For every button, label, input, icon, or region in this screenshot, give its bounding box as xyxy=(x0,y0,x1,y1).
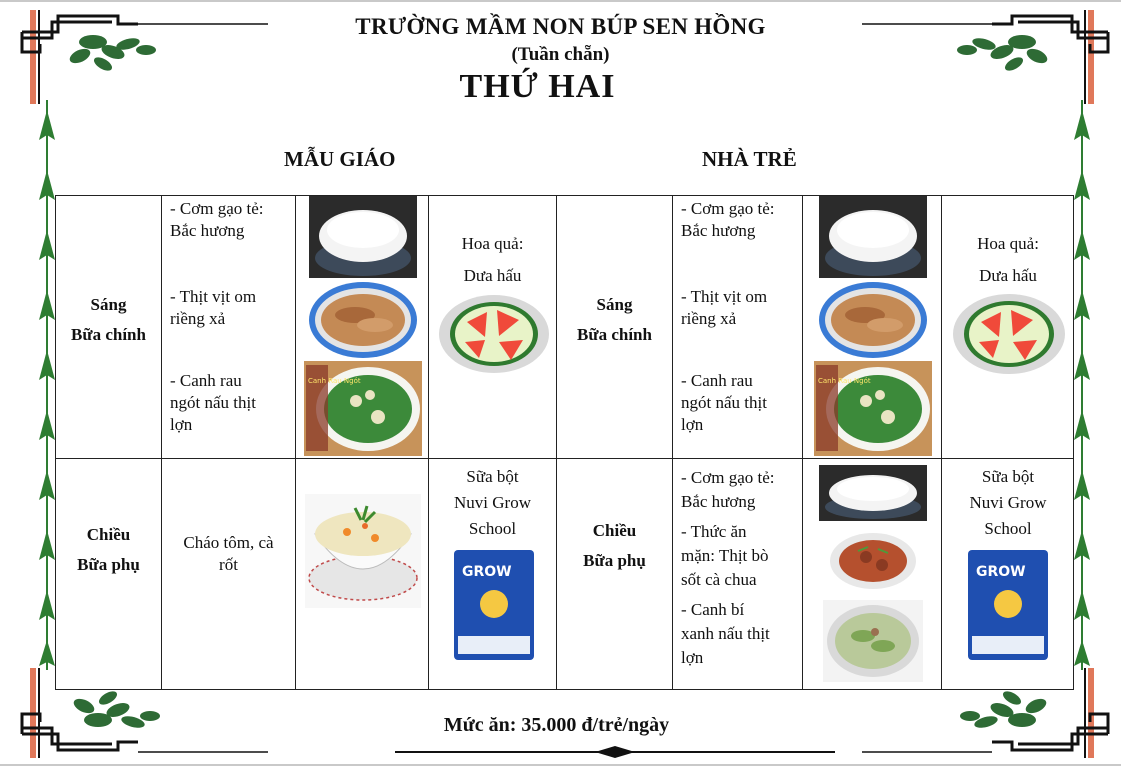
gourd-soup-image xyxy=(823,600,923,682)
top-border xyxy=(0,0,1121,2)
fruit-label: Hoa quả: xyxy=(461,234,524,253)
meal-time: Chiều xyxy=(592,521,637,540)
vegetable-soup-image xyxy=(814,361,932,456)
dish-text: - Thịt vịt om xyxy=(681,287,768,306)
dish-text: - Canh rau xyxy=(681,371,753,390)
dish-text: - Thịt vịt om xyxy=(170,287,257,306)
milk-cell-nt xyxy=(942,464,1074,542)
footer-divider xyxy=(395,746,835,758)
dish-list-morning-nt xyxy=(681,198,801,436)
milk-brand-text: GROW xyxy=(976,564,1026,580)
milk-package-image xyxy=(450,546,538,664)
fruit-cell-mg xyxy=(429,228,556,292)
meal-label-afternoon-nt xyxy=(557,516,672,576)
meal-cost-footer: Mức ăn: 35.000 đ/trẻ/ngày xyxy=(443,714,670,736)
fruit-name: Dưa hấu xyxy=(463,266,522,285)
milk-name: School xyxy=(984,519,1032,538)
watermelon-image xyxy=(437,292,551,374)
dish-text: riềng xả xyxy=(170,309,226,328)
dish-text: - Cơm gạo tẻ: xyxy=(681,468,775,487)
milk-name: Nuvi Grow xyxy=(969,493,1047,512)
meal-type: Bữa phụ xyxy=(77,555,140,574)
duck-dish-image xyxy=(307,279,419,361)
rice-bowl-image xyxy=(309,196,417,278)
table-divider xyxy=(556,195,557,690)
meal-time: Sáng xyxy=(90,295,127,314)
table-divider xyxy=(161,195,162,690)
duck-dish-image xyxy=(817,279,929,361)
dish-text: ngót nấu thịt xyxy=(170,393,256,412)
dish-text: - Canh rau xyxy=(170,371,242,390)
soup-label-text: Canh Rau Ngót xyxy=(308,377,361,385)
milk-name: Nuvi Grow xyxy=(454,493,531,512)
dish-text: - Cơm gạo tẻ: xyxy=(681,199,775,218)
table-divider xyxy=(295,195,296,690)
column-header-mau-giao: MẪU GIÁO xyxy=(284,147,396,171)
column-header-nha-tre: NHÀ TRẺ xyxy=(702,147,797,171)
dish-text: lợn xyxy=(170,415,193,434)
dish-list-morning-mg xyxy=(170,198,294,436)
milk-brand-text: GROW xyxy=(462,564,512,580)
milk-name: School xyxy=(468,519,517,538)
table-divider xyxy=(672,195,673,690)
meal-type: Bữa chính xyxy=(577,325,652,344)
meal-label-afternoon-mg xyxy=(56,520,161,580)
dish-text: riềng xả xyxy=(681,309,737,328)
day-title: THỨ HAI xyxy=(459,68,616,105)
fruit-name: Dưa hấu xyxy=(979,266,1037,285)
fruit-cell-nt xyxy=(942,228,1074,292)
dish-afternoon-mg xyxy=(162,532,295,576)
milk-label: Sữa bột xyxy=(981,467,1035,486)
soup-label-text: Canh Rau Ngót xyxy=(818,377,871,385)
table-row-divider xyxy=(55,458,1074,459)
dish-text: sốt cà chua xyxy=(681,570,757,589)
dish-text: xanh nấu thịt xyxy=(681,624,770,643)
dish-text: mặn: Thịt bò xyxy=(681,546,769,565)
beef-tomato-image xyxy=(828,531,918,591)
dish-text: ngót nấu thịt xyxy=(681,393,767,412)
dish-text: rốt xyxy=(219,555,238,574)
school-name: TRƯỜNG MẦM NON BÚP SEN HỒNG xyxy=(355,14,766,39)
dish-text: - Thức ăn xyxy=(681,522,747,541)
meal-time: Sáng xyxy=(596,295,633,314)
dish-list-afternoon-nt xyxy=(681,466,801,670)
fruit-label: Hoa quả: xyxy=(977,234,1039,253)
dish-text: Cháo tôm, cà xyxy=(183,533,274,552)
meal-type: Bữa chính xyxy=(71,325,146,344)
meal-label-morning-nt xyxy=(557,290,672,350)
milk-package-image xyxy=(964,546,1052,664)
dish-text: - Canh bí xyxy=(681,600,745,619)
vine-right xyxy=(1071,100,1093,670)
rice-bowl-image xyxy=(819,465,927,521)
table-divider xyxy=(802,195,803,690)
dish-text: - Cơm gạo tẻ: xyxy=(170,199,264,218)
porridge-image xyxy=(305,494,421,608)
vegetable-soup-image xyxy=(304,361,422,456)
milk-label: Sữa bột xyxy=(466,467,519,486)
meal-type: Bữa phụ xyxy=(583,551,646,570)
milk-cell-mg xyxy=(429,464,556,542)
dish-text: lợn xyxy=(681,648,704,667)
rice-bowl-image xyxy=(819,196,927,278)
dish-text: Bắc hương xyxy=(681,492,756,511)
week-label: (Tuần chẵn) xyxy=(511,44,610,65)
meal-label-morning-mg xyxy=(56,290,161,350)
watermelon-image xyxy=(951,292,1067,376)
dish-text: Bắc hương xyxy=(170,221,245,240)
dish-text: lợn xyxy=(681,415,704,434)
dish-text: Bắc hương xyxy=(681,221,756,240)
meal-time: Chiều xyxy=(86,525,131,544)
